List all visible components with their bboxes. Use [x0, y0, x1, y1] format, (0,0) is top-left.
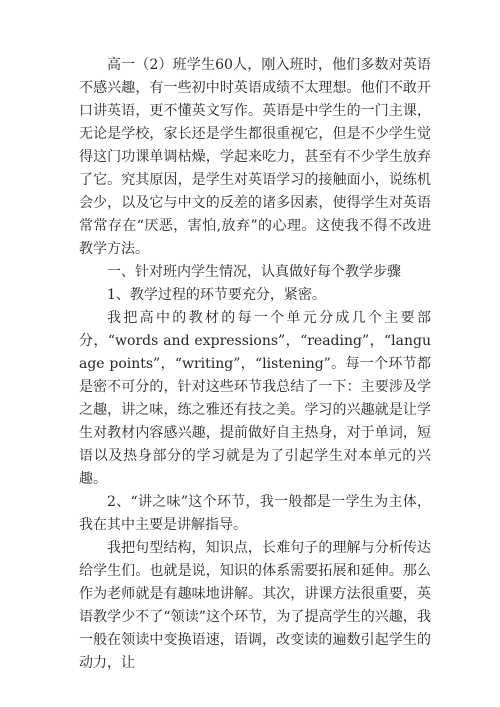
document-body: [79, 54, 431, 675]
paragraph-units: 我把高中的教材的每一个单元分成几个主要部分，“words and expressions”，“reading”，“language points”，“writing”，“listening”。每一个环节都是密不可分的，针对这些环节我总结了一下：主要涉及学之趣，讲之味，练之雅还有技之美。学习的兴趣就是让学生对教材内容感兴趣，提前做好自主热身，对于单词，短语以及热身部分的学习就是为了引起学生对本单元的兴趣。: [79, 310, 431, 487]
subheading-1: 1、教学过程的环节要充分，紧密。: [107, 287, 326, 303]
subheading-2: 2、“讲之味”这个环节，我一般都是一学生为主体，我在其中主要是讲解指导。: [79, 494, 431, 533]
section-heading: 一、针对班内学生情况，认真做好每个教学步骤: [107, 264, 401, 280]
paragraph-intro: 高一（2）班学生60人，刚入班时，他们多数对英语不感兴趣，有一些初中时英语成绩不太理想。他们不敢开口讲英语，更不懂英文写作。英语是中学生的一门主课，无论是学校，家长还是学生都很重视它，但是不少学生觉得这门功课单调枯燥，学起来吃力，甚至有不少学生放弃了它。究其原因，是学生对英语学习的接触面小，说练机会少，以及它与中文的反差的诸多因素，使得学生对英语常常存在“厌恶，害怕,放弃”的心理。这使我不得不改进教学方法。: [79, 57, 431, 257]
paragraph-teaching: 我把句型结构，知识点，长难句子的理解与分析传达给学生们。也就是说，知识的体系需要拓展和延伸。那么作为老师就是有趣味地讲解。其次，讲课方法很重要，英语教学少不了“领读”这个环节，为了提高学生的兴趣，我一般在领读中变换语速，语调，改变读的遍数引起学生的动力，让: [79, 540, 431, 671]
